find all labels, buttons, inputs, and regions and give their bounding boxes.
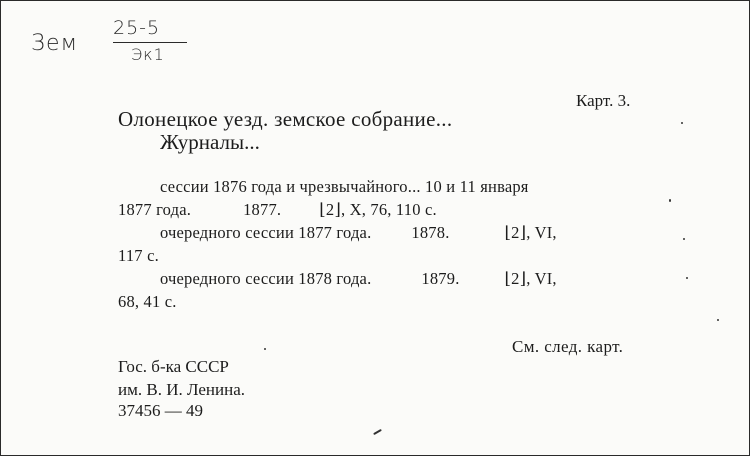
- entry-2-pub-year: 1878.: [411, 223, 450, 242]
- entry-2-holdings: ⌊2⌋, VI,: [504, 223, 557, 242]
- card-heading: Олонецкое уезд. земское собрание...: [118, 107, 453, 131]
- speck: [717, 319, 719, 321]
- print-number: 37456 — 49: [118, 401, 203, 420]
- card-subheading: Журналы...: [160, 130, 260, 154]
- entry-2-title: очередного сессии 1877 года.: [160, 223, 372, 242]
- entry-3-title: очередного сессии 1878 года.: [160, 269, 372, 288]
- library-name: Гос. б-ка СССР: [118, 357, 229, 376]
- speck: [686, 277, 688, 279]
- entry-1-pub-year: 1877.: [243, 200, 282, 219]
- handwritten-fraction-line: [113, 42, 187, 43]
- entry-1-line-2: [118, 200, 437, 220]
- speck: [669, 199, 671, 202]
- entry-2-line-1: [160, 223, 557, 243]
- entry-3-line-2: 68, 41 с.: [118, 292, 177, 311]
- card-number: Карт. 3.: [576, 91, 631, 110]
- speck: [681, 122, 683, 124]
- entry-1-line-1: сессии 1876 года и чрезвычайного... 10 и 11 января: [160, 177, 529, 196]
- speck: [683, 238, 685, 240]
- library-dedication: им. В. И. Ленина.: [118, 380, 246, 399]
- handwritten-shelfmark-top: 25-5: [113, 17, 161, 39]
- entry-1-holdings: ⌊2⌋, X, 76, 110 с.: [319, 200, 437, 219]
- entry-3-holdings: ⌊2⌋, VI,: [504, 269, 557, 288]
- handwritten-shelfmark-bottom: Эк1: [131, 45, 165, 64]
- entry-2-line-2: 117 с.: [118, 246, 159, 265]
- see-next-card-note: См. след. карт.: [512, 337, 624, 356]
- speck: [264, 348, 266, 350]
- entry-1-year: 1877 года.: [118, 200, 192, 219]
- entry-3-pub-year: 1879.: [421, 269, 460, 288]
- entry-3-line-1: [160, 269, 557, 289]
- handwritten-shelfmark-left: Зем: [31, 31, 79, 56]
- speck: [373, 429, 382, 435]
